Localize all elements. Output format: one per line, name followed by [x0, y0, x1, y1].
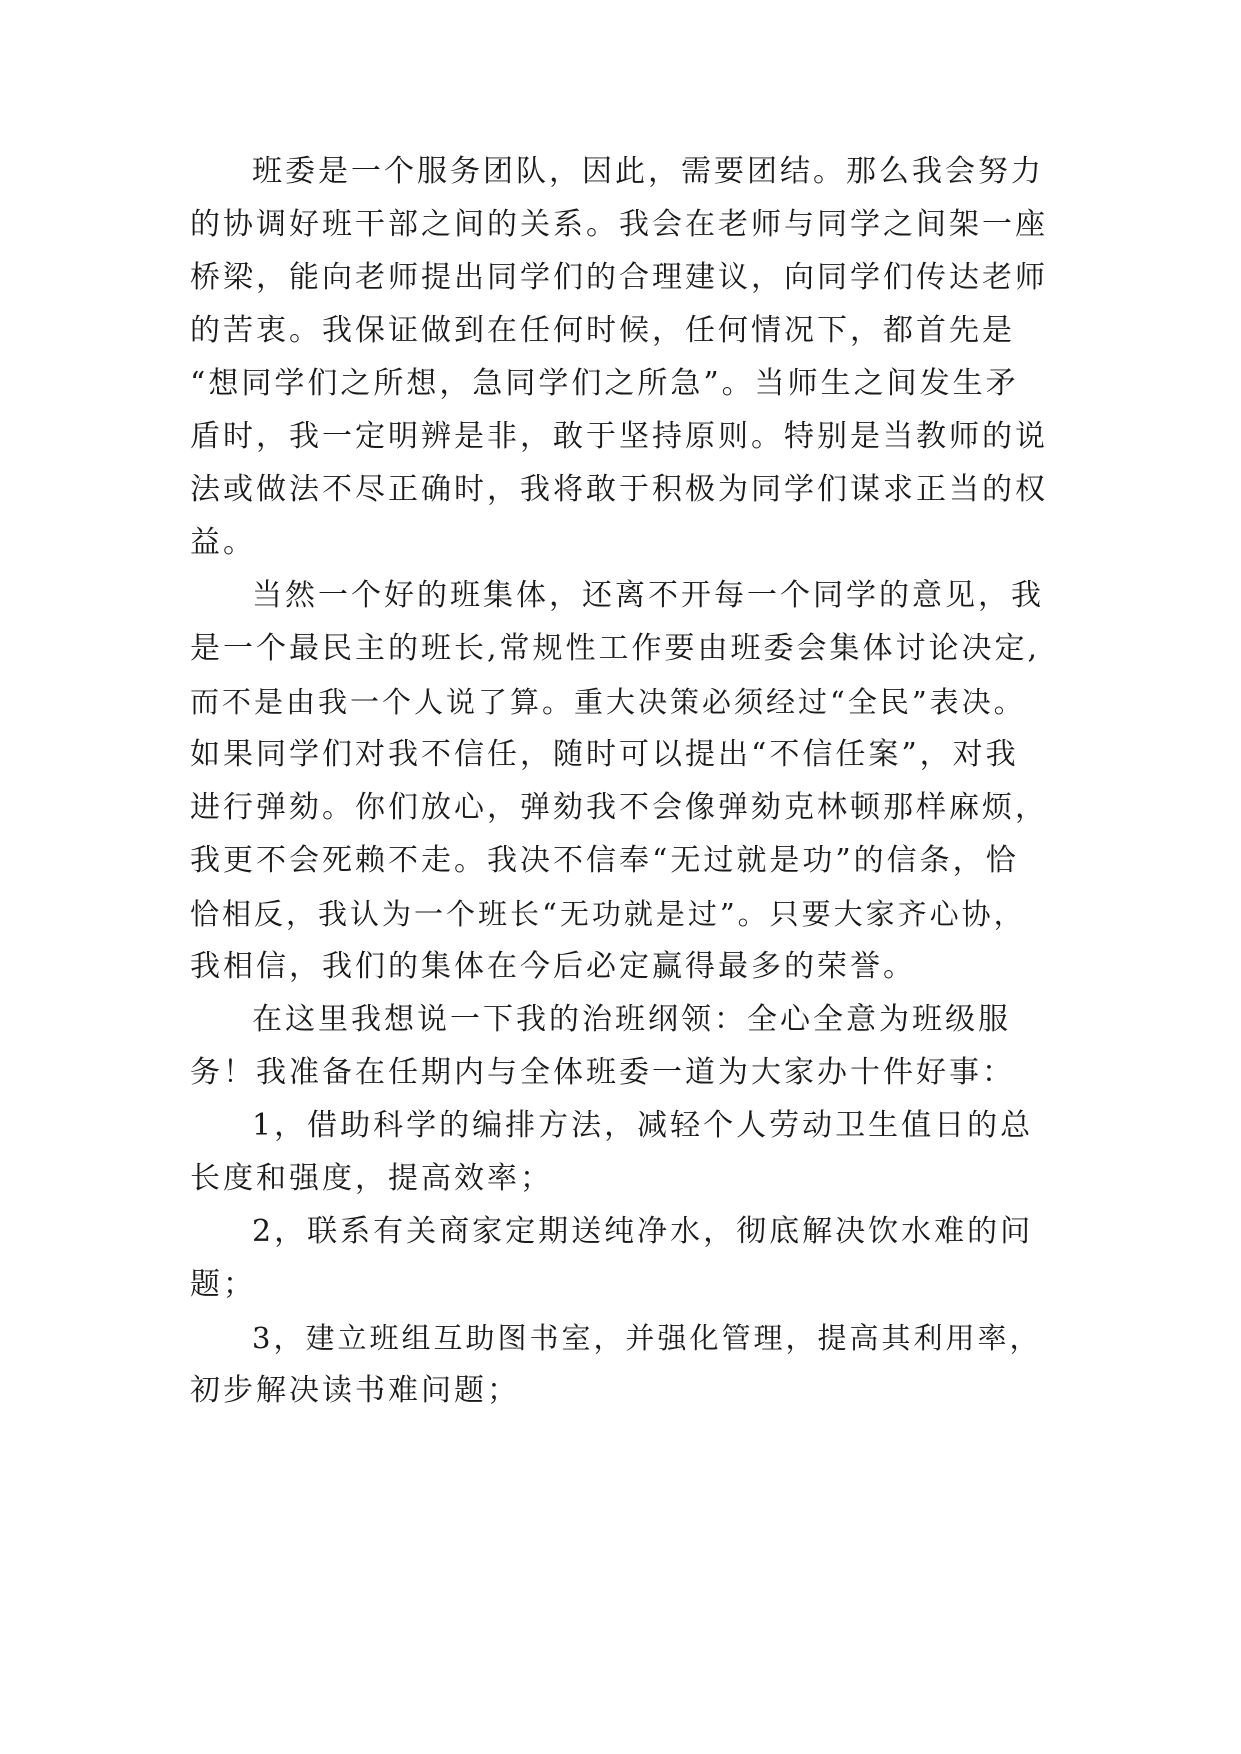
list-item-3-line: 3，建立班组互助图书室，并强化管理，提高其利用率，	[252, 1321, 1042, 1355]
text-line: 班委是一个服务团队，因此，需要团结。那么我会努力	[252, 154, 1044, 189]
list-item-3-line: 初步解决读书难问题；	[190, 1373, 520, 1408]
list-item-1-line: 长度和强度，提高效率；	[190, 1161, 553, 1196]
text-line: 益。	[190, 525, 256, 560]
text-line: 我相信，我们的集体在今后必定赢得最多的荣誉。	[190, 949, 916, 984]
list-item-1-line: 1，借助科学的编排方法，减轻个人劳动卫生值日的总	[252, 1108, 1034, 1143]
text-line: 桥梁，能向老师提出同学们的合理建议，向同学们传达老师	[190, 260, 1048, 295]
text-line: 进行弹劾。你们放心，弹劾我不会像弹劾克林顿那样麻烦，	[190, 790, 1048, 825]
text-line: 务！我准备在任期内与全体班委一道为大家办十件好事：	[190, 1055, 1015, 1090]
text-line: 而不是由我一个人说了算。重大决策必须经过“全民”表决。	[190, 685, 1026, 719]
text-line: 我更不会死赖不走。我决不信奉“无过就是功”的信条，恰	[190, 843, 1019, 878]
list-item-2-line: 2，联系有关商家定期送纯净水，彻底解决饮水难的问	[252, 1214, 1034, 1249]
text-line: 当然一个好的班集体，还离不开每一个同学的意见，我	[252, 578, 1044, 613]
text-line: 的协调好班干部之间的关系。我会在老师与同学之间架一座	[190, 207, 1048, 242]
text-line: 法或做法不尽正确时，我将敢于积极为同学们谋求正当的权	[190, 472, 1048, 507]
text-line: “想同学们之所想，急同学们之所急”。当师生之间发生矛	[190, 366, 1019, 401]
list-item-2-line: 题；	[190, 1267, 256, 1302]
text-line: 是一个最民主的班长,常规性工作要由班委会集体讨论决定,	[190, 631, 1041, 666]
text-line: 的苦衷。我保证做到在任何时候，任何情况下，都首先是	[190, 313, 1015, 348]
text-line: 如果同学们对我不信任，随时可以提出“不信任案”，对我	[190, 737, 1019, 772]
text-line: 在这里我想说一下我的治班纲领：全心全意为班级服	[252, 1002, 1011, 1037]
text-line: 恰相反，我认为一个班长“无功就是过”。只要大家齐心协，	[190, 897, 1026, 931]
text-line: 盾时，我一定明辨是非，敢于坚持原则。特别是当教师的说	[190, 419, 1048, 454]
